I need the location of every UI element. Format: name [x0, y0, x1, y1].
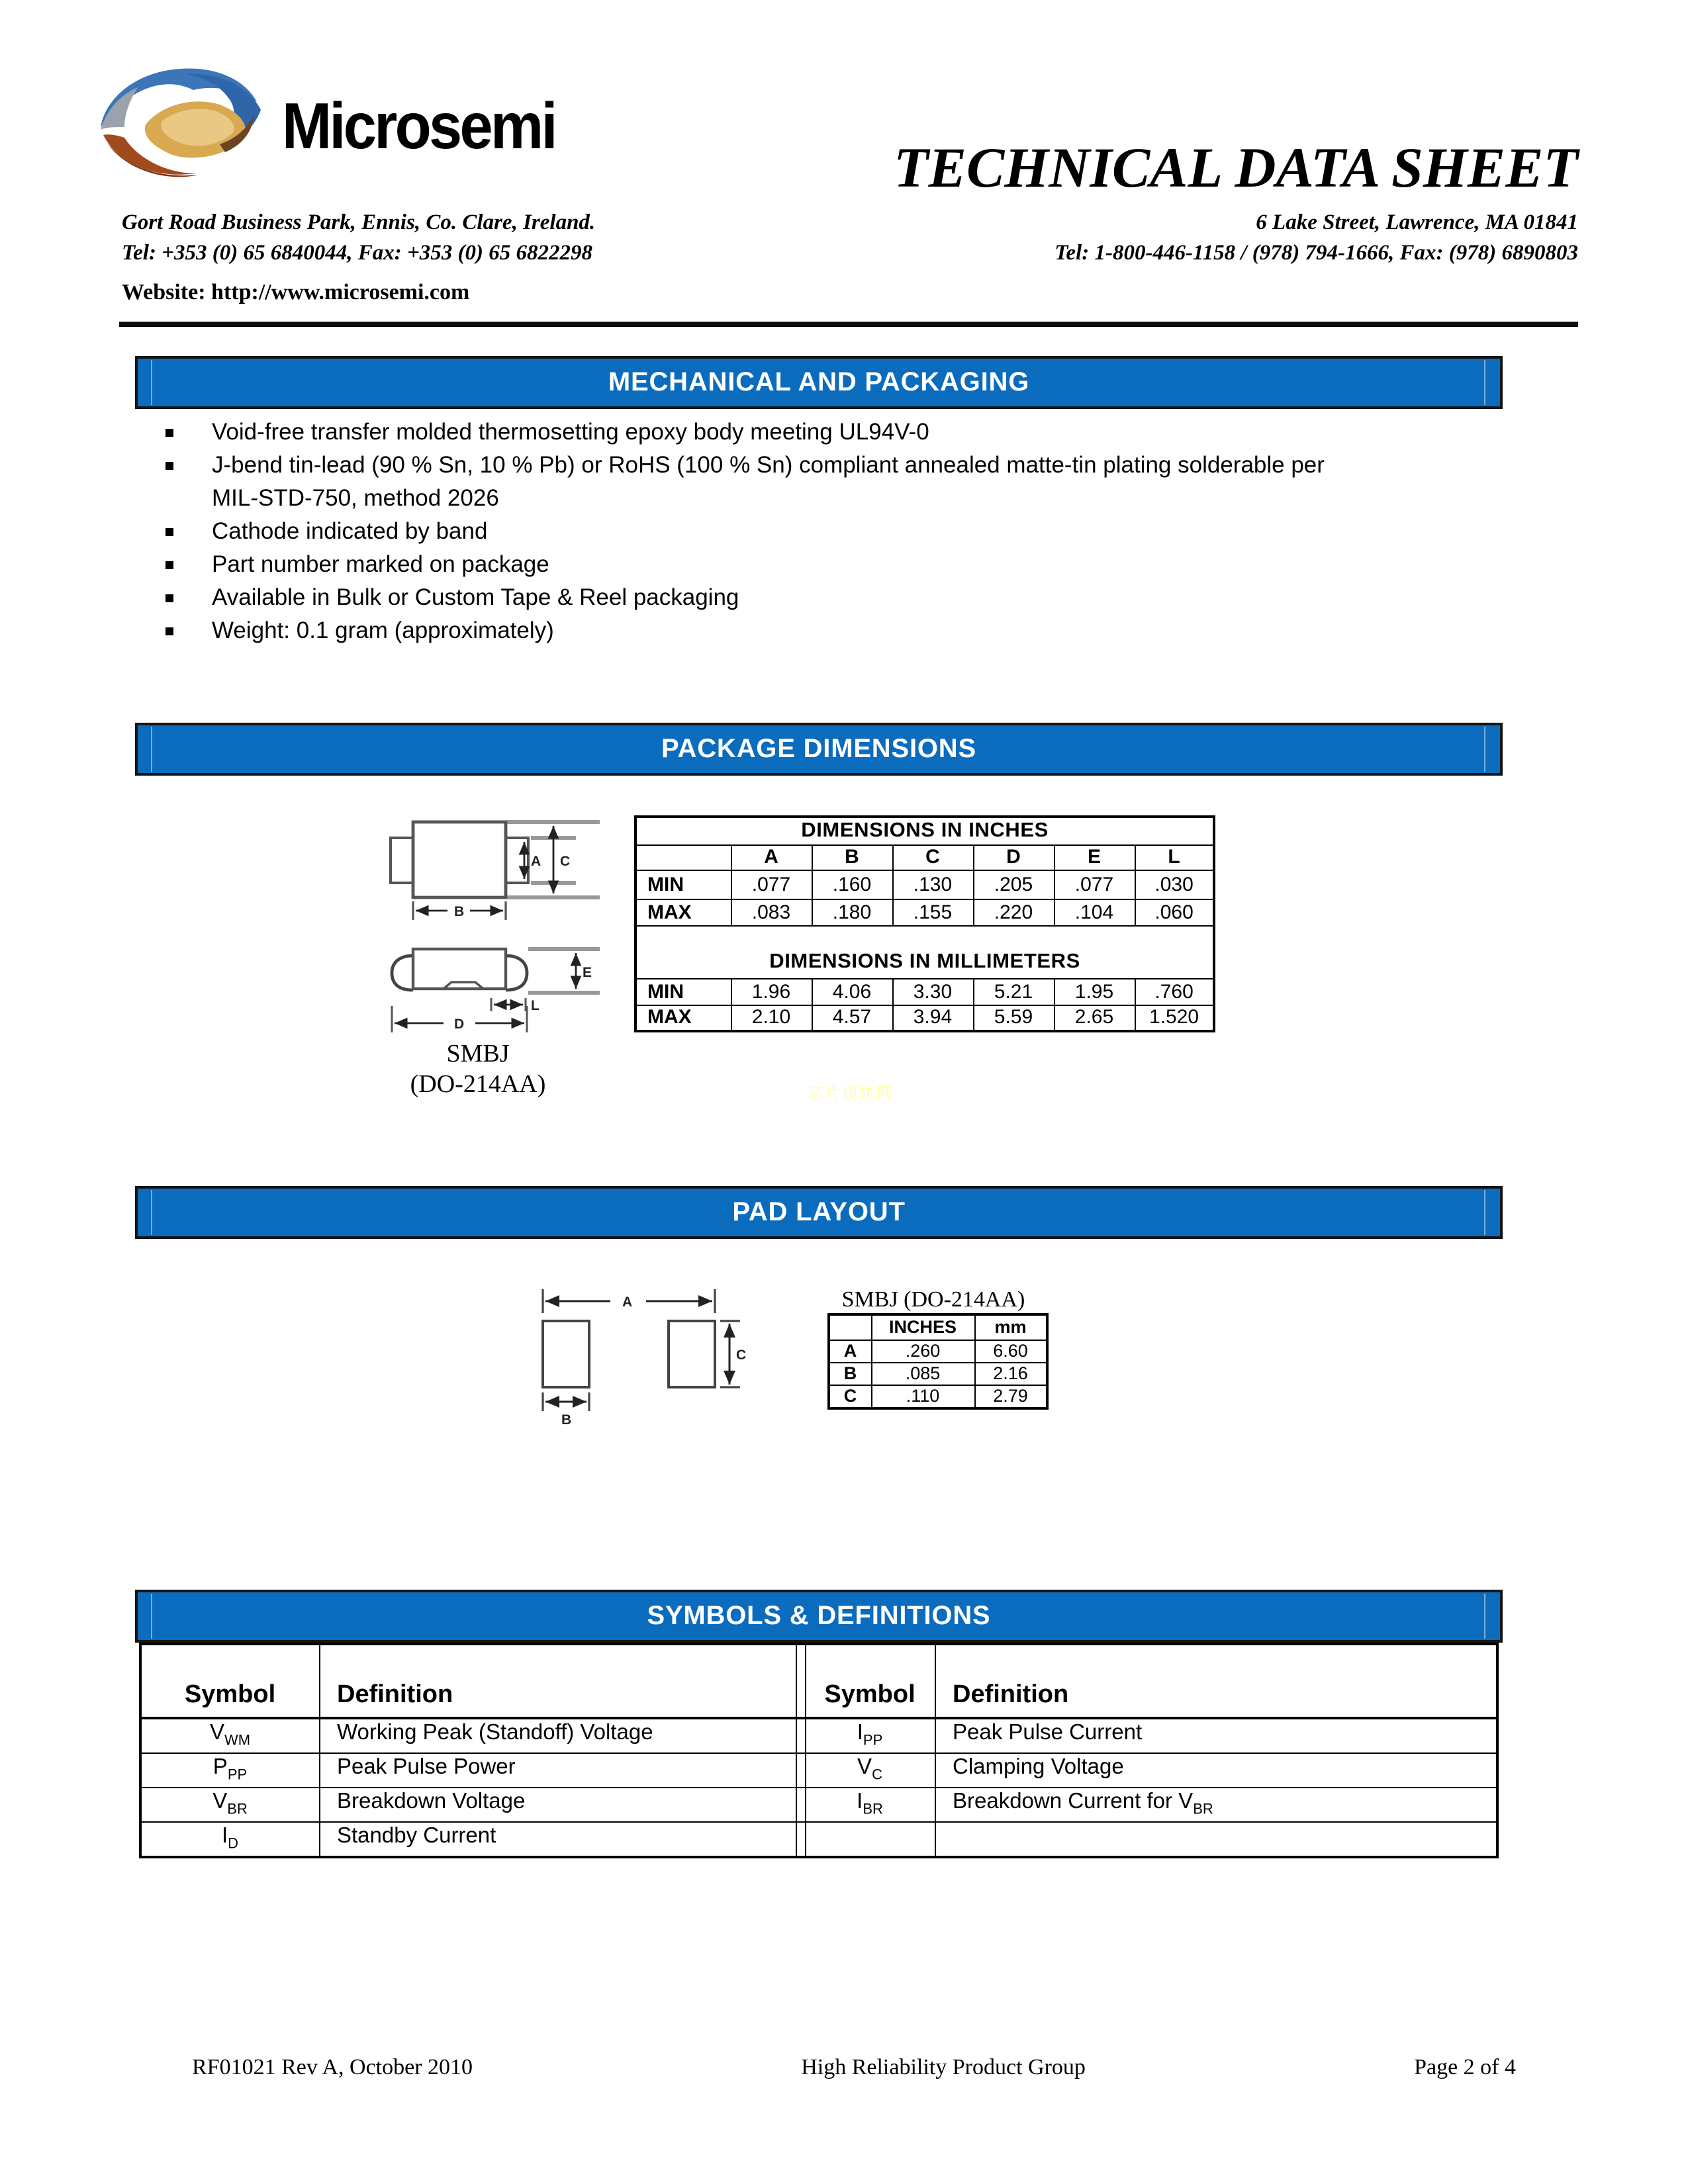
section-title-package-dimensions: PACKAGE DIMENSIONS — [661, 734, 976, 763]
bullet-text: Weight: 0.1 gram (approximately) — [212, 617, 554, 643]
footer-group: High Reliability Product Group — [801, 2054, 1086, 2079]
bullet-text: MIL-STD-750, method 2026 — [212, 484, 499, 511]
microsemi-logo — [93, 61, 278, 183]
pad-layout-table — [827, 1313, 1049, 1410]
package-name-label — [379, 1039, 577, 1100]
package-outline-drawing — [375, 807, 626, 1046]
symbols-row: $V_{WM}$ Working Peak (Standoff) Voltage $I_{PP}$ Peak Pulse Current — [140, 1718, 1497, 1753]
bullet-square-icon — [165, 461, 173, 469]
bullet-square-icon — [165, 594, 173, 602]
package-case: (DO-214AA) — [410, 1071, 546, 1099]
dim-label-a: A — [531, 854, 541, 869]
symbols-definitions-table — [139, 1643, 1499, 1858]
ireland-tel: Tel: +353 (0) 65 6840044, Fax: +353 (0) 65 6822298 — [122, 240, 592, 265]
dim-header-row: A B C D E L — [635, 844, 1214, 870]
pad-row-c: C .110 2.79 — [829, 1385, 1047, 1408]
symbols-header-row: Symbol Definition Symbol Definition — [140, 1644, 1497, 1718]
pad-dim-label-b: B — [561, 1412, 572, 1428]
section-bar-pad-layout — [135, 1186, 1503, 1239]
dim-label-b: B — [454, 904, 465, 919]
bullet-item — [165, 416, 929, 449]
logo-wordmark: Microsemi — [282, 91, 555, 163]
bullet-text: Part number marked on package — [212, 551, 549, 577]
footer-doc-rev: RF01021 Rev A, October 2010 — [192, 2054, 473, 2079]
package-dimensions-table — [634, 815, 1215, 1032]
dim-label-l: L — [531, 998, 539, 1013]
bullet-text: Cathode indicated by band — [212, 518, 488, 544]
pad-layout-drawing — [527, 1281, 752, 1430]
inches-min-row: MIN .077 .160 .130 .205 .077 .030 — [635, 870, 1214, 899]
bullet-text: J-bend tin-lead (90 % Sn, 10 % Pb) or RoHS (100 % Sn) compliant annealed matte-tin plating solderable per — [212, 451, 1325, 478]
pad-dim-label-c: C — [736, 1347, 747, 1363]
bullet-square-icon — [165, 561, 173, 569]
usa-tel: Tel: 1-800-446-1158 / (978) 794-1666, Fax: (978) 6890803 — [1055, 240, 1578, 265]
ireland-address: Gort Road Business Park, Ennis, Co. Clare, Ireland. — [122, 209, 596, 234]
package-name: SMBJ — [446, 1040, 510, 1068]
mm-min-row: MIN 1.96 4.06 3.30 5.21 1.95 .760 — [635, 978, 1214, 1005]
bullet-text: Available in Bulk or Custom Tape & Reel packaging — [212, 584, 739, 610]
bullet-item — [165, 515, 487, 548]
page-title: TECHNICAL DATA SHEET — [894, 138, 1578, 200]
mm-max-row: MAX 2.10 4.57 3.94 5.59 2.65 1.520 — [635, 1005, 1214, 1031]
section-title-symbols: SYMBOLS & DEFINITIONS — [647, 1601, 991, 1630]
dim-label-c: C — [560, 854, 571, 869]
footer-page-number: Page 2 of 4 — [1414, 2054, 1516, 2079]
mm-title: DIMENSIONS IN MILLIMETERS — [635, 925, 1214, 978]
usa-address-block — [741, 206, 1578, 267]
pad-header-row: INCHES mm — [829, 1314, 1047, 1340]
page-footer — [192, 2054, 1516, 2081]
section-title-mechanical: MECHANICAL AND PACKAGING — [608, 367, 1030, 396]
bullet-item — [165, 548, 549, 581]
symbols-row: $V_{BR}$ Breakdown Voltage $I_{BR}$ Breakdown Current for $V_{BR}$ — [140, 1788, 1497, 1822]
pad-dim-label-a: A — [622, 1295, 633, 1310]
bullet-square-icon — [165, 627, 173, 635]
inches-max-row: MAX .083 .180 .155 .220 .104 .060 — [635, 899, 1214, 925]
website-line: Website: http://www.microsemi.com — [122, 279, 470, 304]
pad-row-a: A .260 6.60 — [829, 1340, 1047, 1362]
symbols-row: $I_D$ Standby Current — [140, 1822, 1497, 1857]
inches-title: DIMENSIONS IN INCHES — [635, 817, 1214, 844]
section-bar-package-dimensions — [135, 723, 1503, 776]
header-divider — [119, 322, 1578, 326]
dim-label-e: E — [583, 965, 592, 980]
section-bar-symbols — [135, 1590, 1503, 1643]
bullet-text: Void-free transfer molded thermosetting epoxy body meeting UL94V-0 — [212, 418, 929, 445]
bullet-item — [165, 449, 1325, 482]
bullet-item — [165, 581, 739, 614]
bullet-item — [165, 614, 554, 647]
usa-address: 6 Lake Street, Lawrence, MA 01841 — [1256, 209, 1578, 234]
bullet-square-icon — [165, 527, 173, 535]
section-title-pad-layout: PAD LAYOUT — [732, 1197, 906, 1226]
section-bar-mechanical — [135, 356, 1503, 409]
dim-label-d: D — [454, 1017, 465, 1032]
pad-row-b: B .085 2.16 — [829, 1362, 1047, 1385]
watermark-text: 芯片模块网 — [808, 1084, 894, 1103]
symbols-row: $P_{PP}$ Peak Pulse Power $V_C$ Clamping Voltage — [140, 1753, 1497, 1788]
ireland-address-block — [122, 206, 595, 267]
pad-table-title: SMBJ (DO-214AA) — [841, 1287, 1025, 1312]
bullet-item-continuation — [165, 482, 499, 515]
bullet-square-icon — [165, 428, 173, 436]
